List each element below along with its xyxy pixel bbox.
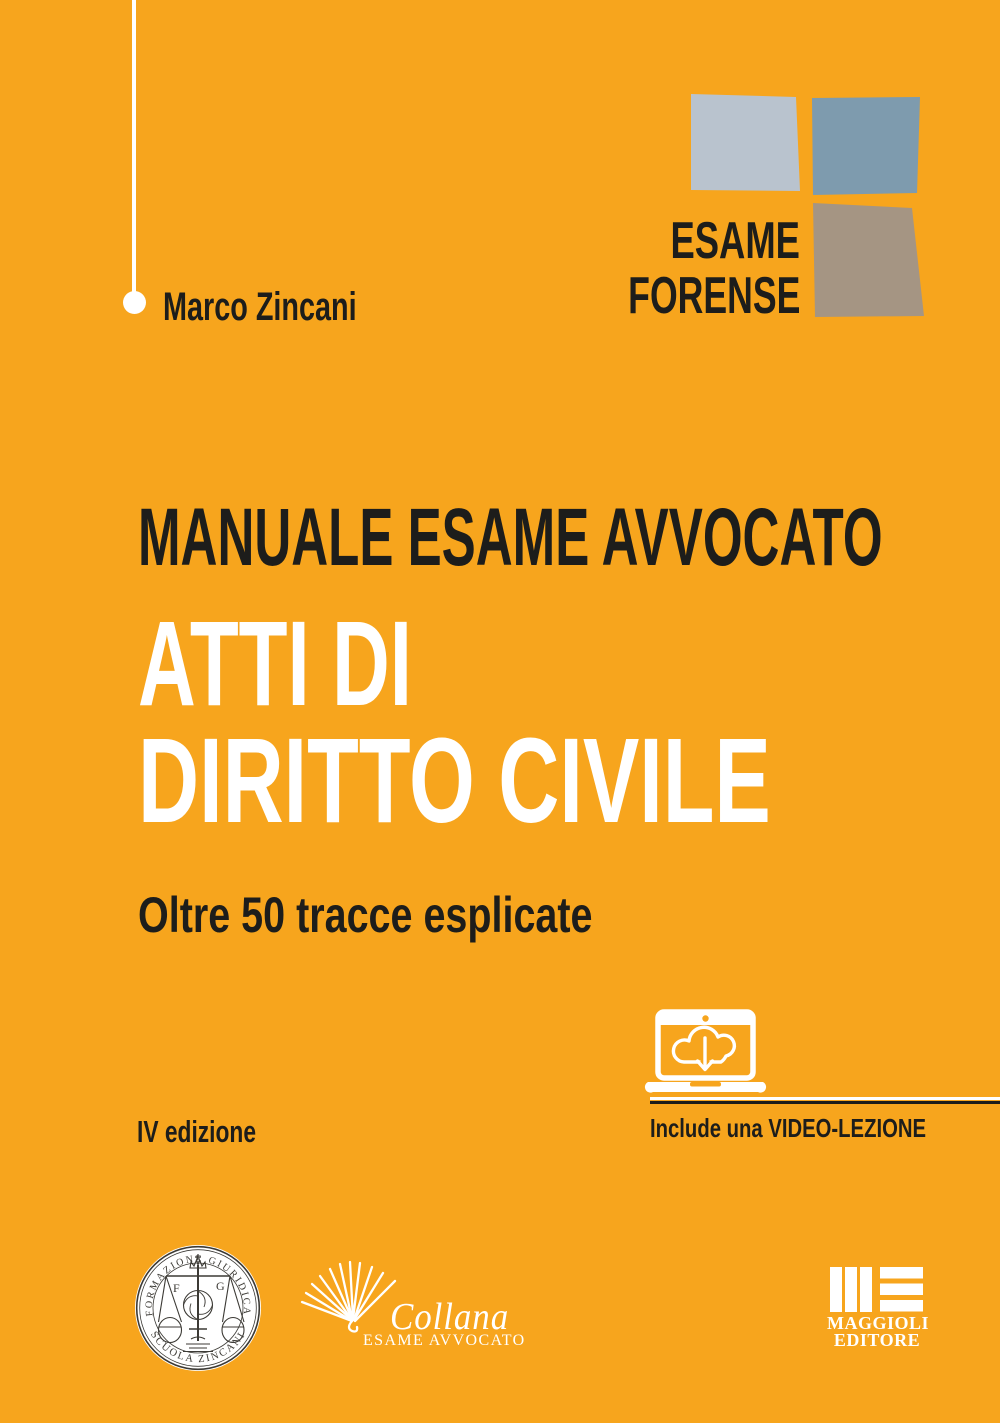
subtitle-text: Oltre 50 tracce esplicate <box>138 887 593 943</box>
trackpad-notch <box>690 1082 721 1087</box>
book-spine-curl <box>349 1321 357 1332</box>
title-line2-text: DIRITTO CIVILE <box>138 712 771 848</box>
edition-text: IV edizione <box>137 1114 257 1149</box>
seal-initial-left: F <box>173 1281 180 1295</box>
seal-arc-top: FORMAZIONE GIURIDICA <box>143 1253 253 1317</box>
title-line2 <box>138 710 1000 850</box>
series-badge-line1-text: ESAME <box>670 212 800 270</box>
open-book-fan-icon <box>295 1258 405 1333</box>
title-kicker-text: MANUALE ESAME AVVOCATO <box>138 492 883 583</box>
title-kicker <box>138 491 1000 585</box>
divider-line-white <box>650 1097 1000 1100</box>
video-note-text: Include una VIDEO-LEZIONE <box>650 1113 927 1143</box>
cloud-download-icon <box>673 1027 734 1069</box>
badge-square-light <box>691 94 800 191</box>
scales-of-justice-seal-icon <box>133 1243 263 1373</box>
subtitle <box>138 886 713 944</box>
badge-square-taupe <box>813 203 924 317</box>
decorative-dot <box>123 291 146 314</box>
seal-initial-right: G <box>216 1279 225 1293</box>
title-line1-text: ATTI DI <box>138 595 412 731</box>
series-script-text: Collana <box>390 1296 510 1338</box>
maggioli-me-monogram-icon <box>830 1266 924 1313</box>
seal-arc-bottom: SCUOLA ZINCANI <box>147 1329 249 1366</box>
divider-line-dark <box>650 1101 1000 1104</box>
publisher-name-line2: EDITORE <box>833 1330 921 1350</box>
author-name <box>163 285 432 330</box>
series-caption: ESAME AVVOCATO <box>363 1332 526 1349</box>
badge-square-blue <box>812 97 920 195</box>
publisher-name-line1: MAGGIOLI <box>827 1313 930 1333</box>
series-badge-line2-text: FORENSE <box>627 267 800 325</box>
series-badge-line1 <box>615 211 800 271</box>
laptop-icon <box>644 1004 768 1100</box>
camera-dot <box>702 1015 708 1021</box>
series-badge-line2 <box>549 266 800 326</box>
decorative-vertical-line <box>132 0 136 295</box>
edition-label <box>137 1114 299 1150</box>
author-name-text: Marco Zincani <box>163 285 357 329</box>
video-note <box>650 1113 1000 1144</box>
